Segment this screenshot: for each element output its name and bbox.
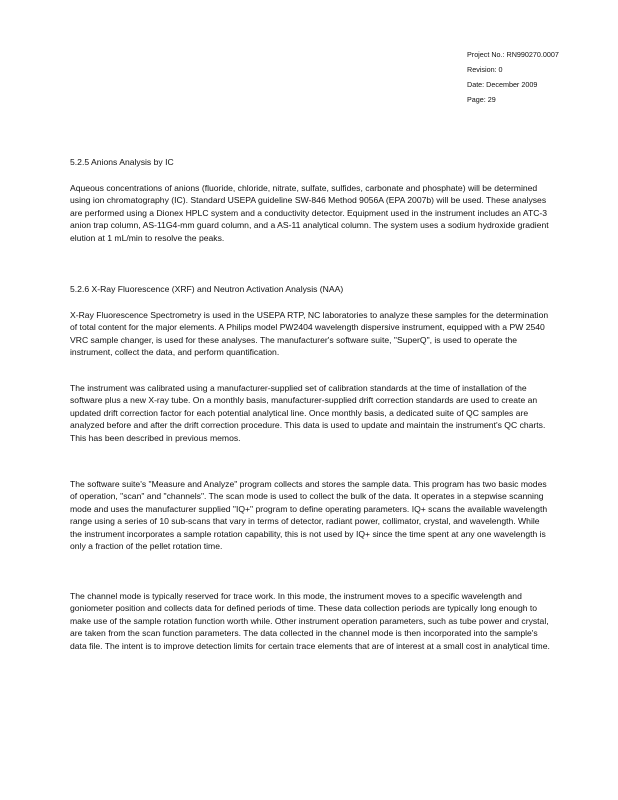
page-header [467,47,559,107]
paragraph-text: X-Ray Fluorescence Spectrometry is used in the USEPA RTP, NC laboratories to analyze these samples for the determination of total content for the major elements. A Philips model PW2404 wavelength dispersive instrument, equipped with a PW 2540 VRC sample changer, is used for these analyses. The manufacturer's software suite, "SuperQ", is used to operate the instrument, collect the data, and perform quantification. [70,310,549,358]
section-heading-xrf: 5.2.6 X-Ray Fluorescence (XRF) and Neutron Activation Analysis (NAA) [70,284,344,294]
page-number: Page: 29 [467,95,496,104]
project-number: Project No.: RN990270.0007 [467,50,559,59]
date: Date: December 2009 [467,80,538,89]
revision: Revision: 0 [467,65,503,74]
section-heading-anions: 5.2.5 Anions Analysis by IC [70,157,174,167]
paragraph-text: The channel mode is typically reserved for trace work. In this mode, the instrument moves to a specific wavelength and goniometer position and collects data for defined periods of time. These data collection periods are typically long enough to make use of the sample rotation function worth while. Other instrument operation parameters, such as tube power and crystal, are taken from the scan function parameters. The data collected in the channel mode is then incorporated into the sample's data file. The intent is to improve detection limits for certain trace elements that are of interest at a small cost in analytical time. [70,591,550,651]
paragraph-xrf-1 [70,309,552,359]
paragraph-xrf-3 [70,478,552,552]
paragraph-anions [70,182,552,244]
paragraph-text: The instrument was calibrated using a manufacturer-supplied set of calibration standards at the time of installation of the software plus a new X-ray tube. On a monthly basis, manufacturer-supplied drift correction standards are used to create an updated drift correction factor for each potential analytical line. Once monthly basis, a dedicated suite of QC samples are analyzed before and after the drift correction procedure. This data is used to update and maintain the instrument's QC charts. This has been described in previous memos. [70,383,546,443]
paragraph-xrf-2 [70,382,552,444]
paragraph-text: The software suite's "Measure and Analyze" program collects and stores the sample data. This program has two basic modes of operation, "scan" and "channels". The scan mode is used to collect the bulk of the data. It operates in a stepwise scanning mode and uses the manufacturer supplied "IQ+" program to define operating parameters. IQ+ scans the available wavelength range using a series of 10 sub-scans that vary in terms of detector, radiant power, collimator, crystal, and wavelength. While the instrument incorporates a sample rotation capability, this is not used by IQ+ since the time spent at any one wavelength is only a fraction of the pellet rotation time. [70,479,548,552]
paragraph-xrf-4 [70,590,552,652]
paragraph-text: Aqueous concentrations of anions (fluoride, chloride, nitrate, sulfate, sulfides, carbonate and phosphate) will be determined using ion chromatography (IC). Standard USEPA guideline SW-846 Method 9056A (EPA 2007b) will be used. These analyses are performed using a Dionex HPLC system and a conductivity detector. Equipment used in the instrument includes an ATC-3 anion trap column, AS-11G4-mm guard column, and a AS-11 analytical column. The system uses a sodium hydroxide gradient elution at 1 mL/min to resolve the peaks. [70,183,549,243]
